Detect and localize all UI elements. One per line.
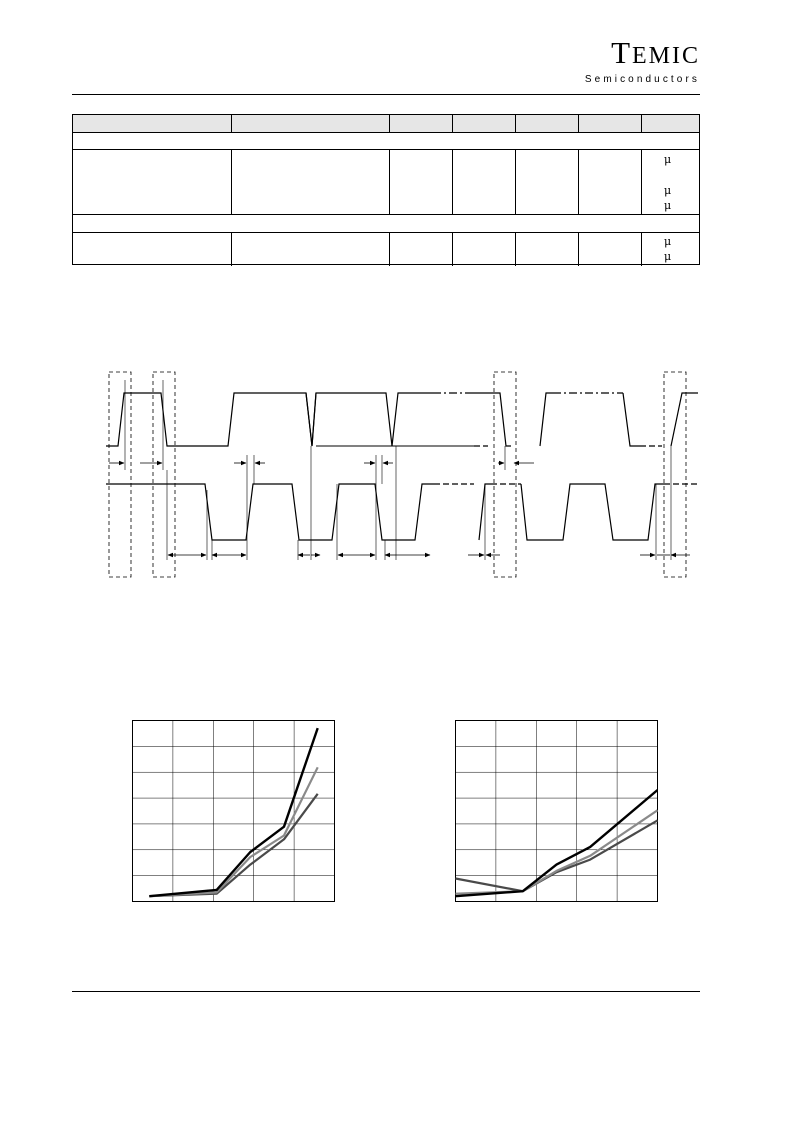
- series-line-2: [149, 767, 317, 896]
- dimension-arrows: [109, 463, 690, 555]
- table-rule: [452, 232, 453, 266]
- dashed-region: [153, 372, 175, 577]
- series-line-2: [456, 810, 658, 893]
- brand-initial: T: [611, 35, 632, 70]
- header-rule: [72, 94, 700, 95]
- unit-cell: μ: [664, 250, 672, 263]
- dashed-region: [109, 372, 131, 577]
- table-rule: [641, 115, 642, 132]
- table-rule: [73, 132, 699, 133]
- table-rule: [578, 149, 579, 214]
- table-rule: [515, 232, 516, 266]
- brand-rest: EMIC: [632, 43, 700, 69]
- unit-cell: μ: [664, 153, 672, 166]
- brand-subtitle: Semiconductors: [584, 74, 700, 85]
- table-rule: [389, 115, 390, 132]
- table-header-row: [73, 115, 699, 132]
- chart-left-series: [149, 728, 317, 896]
- dashed-region: [494, 372, 516, 577]
- series-line-3: [149, 794, 317, 896]
- chart-right: [455, 720, 658, 902]
- table-rule: [231, 115, 232, 132]
- series-line-1: [456, 790, 658, 896]
- table-rule: [389, 232, 390, 266]
- chart-frame: [456, 721, 658, 902]
- series-line-1: [149, 728, 317, 896]
- table-rule: [231, 232, 232, 266]
- table-rule: [231, 149, 232, 214]
- chart-right-grid: [456, 721, 658, 902]
- timing-diagram: [0, 360, 793, 590]
- table-rule: [73, 149, 699, 150]
- table-rule: [389, 149, 390, 214]
- chart-right-series: [456, 790, 658, 896]
- waveform-top: [106, 393, 698, 446]
- table-rule: [452, 115, 453, 132]
- unit-cell: μ: [664, 235, 672, 248]
- footer-rule: [72, 991, 700, 992]
- table-rule: [641, 232, 642, 266]
- table-rule: [641, 149, 642, 214]
- brand-logo: [584, 36, 700, 73]
- reference-lines: [125, 380, 671, 560]
- unit-cell: μ: [664, 184, 672, 197]
- table-rule: [578, 115, 579, 132]
- table-rule: [73, 214, 699, 215]
- spec-table: [72, 114, 700, 265]
- table-rule: [578, 232, 579, 266]
- dashed-region: [664, 372, 686, 577]
- waveform-bottom: [106, 484, 698, 540]
- chart-left: [132, 720, 335, 902]
- unit-cell: μ: [664, 199, 672, 212]
- table-rule: [73, 232, 699, 233]
- table-rule: [452, 149, 453, 214]
- table-rule: [515, 149, 516, 214]
- table-rule: [515, 115, 516, 132]
